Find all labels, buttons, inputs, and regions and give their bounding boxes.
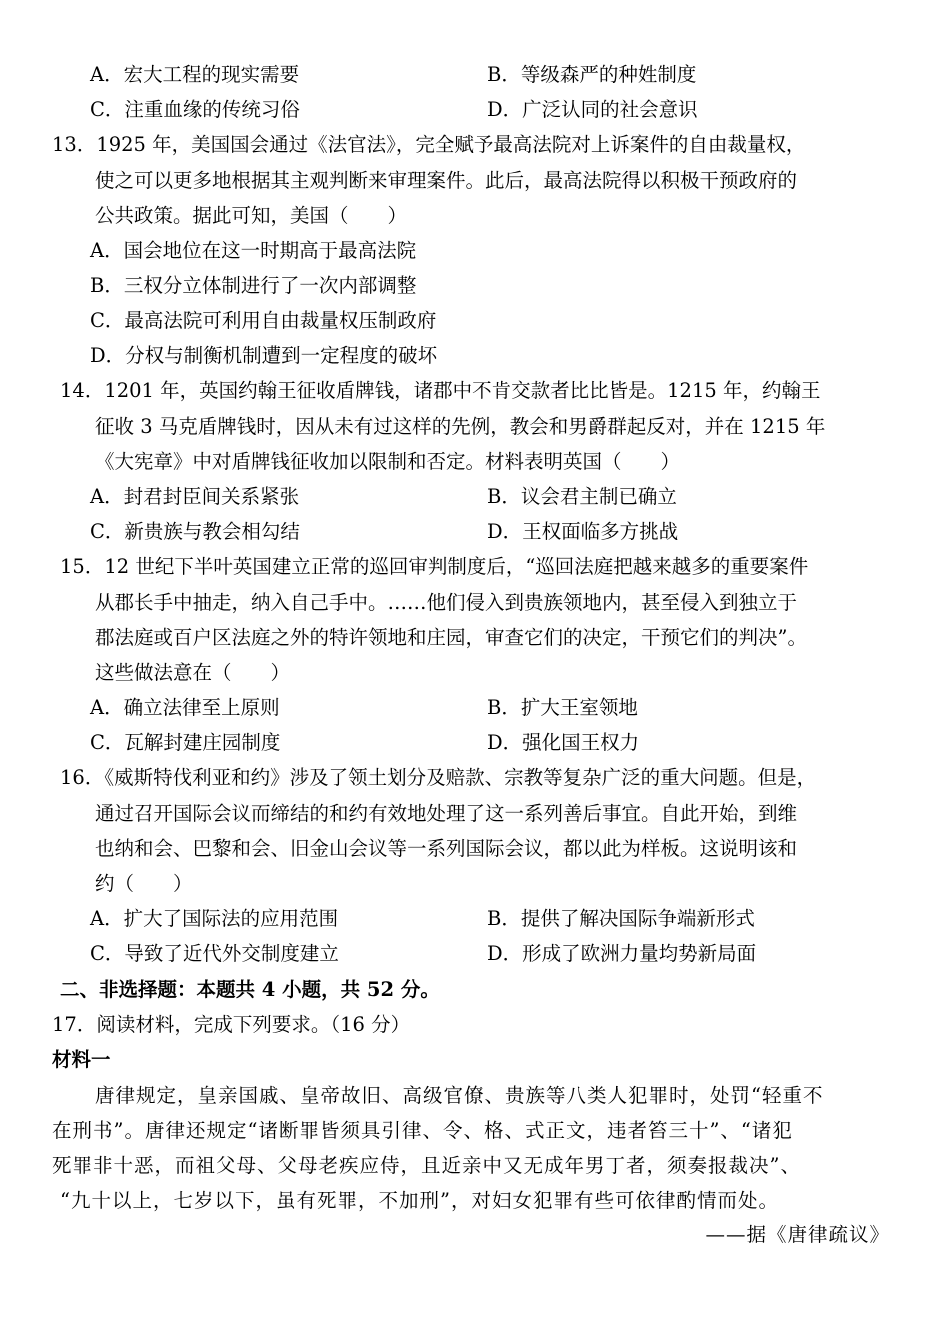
q14-option-c: C．新贵族与教会相勾结 [90,520,300,543]
q15-option-d: D．强化国王权力 [487,731,640,754]
q12-option-b: B．等级森严的种姓制度 [487,63,697,86]
q16-stem-line-3: 也纳和会、巴黎和会、旧金山会议等一系列国际会议，都以此为样板。这说明该和 [95,837,798,860]
material-line-2: 在刑书”。唐律还规定“诸断罪皆须具引律、令、格、式正文，违者笞三十”、“诸犯 [52,1119,793,1142]
section-heading: 二、非选择题：本题共 4 小题，共 52 分。 [60,978,440,1001]
q15-option-a: A．确立法律至上原则 [90,696,280,719]
material-line-1: 唐律规定，皇亲国戚、皇帝故旧、高级官僚、贵族等八类人犯罪时，处罚“轻重不 [95,1084,824,1107]
q16-option-b: B．提供了解决国际争端新形式 [487,907,755,930]
q17-prompt: 17．阅读材料，完成下列要求。（16 分） [52,1013,411,1036]
q15-option-b: B．扩大王室领地 [487,696,638,719]
q16-option-d: D．形成了欧洲力量均势新局面 [487,942,757,965]
q12-option-a: A．宏大工程的现实需要 [90,63,300,86]
material-line-4: “九十以上，七岁以下，虽有死罪，不加刑”，对妇女犯罪有些可依律酌情而处。 [60,1189,779,1212]
q12-option-d: D．广泛认同的社会意识 [487,98,698,121]
q13-stem-line-2: 使之可以更多地根据其主观判断来审理案件。此后，最高法院得以积极干预政府的 [95,169,798,192]
q14-stem-line-1: 14．1201 年，英国约翰王征收盾牌钱，诸郡中不肯交款者比比皆是。1215 年，约翰王 [60,379,821,402]
q12-option-c: C．注重血缘的传统习俗 [90,98,300,121]
material-label: 材料一 [52,1048,111,1071]
q13-option-a: A．国会地位在这一时期高于最高法院 [90,239,417,262]
q15-option-c: C．瓦解封建庄园制度 [90,731,281,754]
q13-option-d: D．分权与制衡机制遭到一定程度的破坏 [90,344,438,367]
q14-stem-line-2: 征收 3 马克盾牌钱时，因从未有过这样的先例，教会和男爵群起反对，并在 1215 年 [95,415,826,438]
q14-option-d: D．王权面临多方挑战 [487,520,679,543]
q16-stem-line-1: 16．《威斯特伐利亚和约》涉及了领土划分及赔款、宗教等复杂广泛的重大问题。但是， [60,766,817,789]
q14-option-a: A．封君封臣间关系紧张 [90,485,300,508]
q15-stem-line-2: 从郡长手中抽走，纳入自己手中。……他们侵入到贵族领地内，甚至侵入到独立于 [95,591,798,614]
q16-option-c: C．导致了近代外交制度建立 [90,942,339,965]
q16-stem-line-2: 通过召开国际会议而缔结的和约有效地处理了这一系列善后事宜。自此开始，到维 [95,802,798,825]
material-source: ——据《唐律疏议》 [705,1223,890,1246]
q13-stem-line-1: 13．1925 年，美国国会通过《法官法》，完全赋予最高法院对上诉案件的自由裁量权， [52,133,806,156]
q16-stem-line-4: 约（ ） [95,872,193,895]
q15-stem-line-1: 15．12 世纪下半叶英国建立正常的巡回审判制度后，“巡回法庭把越来越多的重要案件 [60,555,809,578]
q13-stem-line-3: 公共政策。据此可知，美国（ ） [95,204,408,227]
q14-stem-line-3: 《大宪章》中对盾牌钱征收加以限制和否定。材料表明英国（ ） [95,450,681,473]
q15-stem-line-4: 这些做法意在（ ） [95,661,291,684]
q13-option-c: C．最高法院可利用自由裁量权压制政府 [90,309,437,332]
q14-option-b: B．议会君主制已确立 [487,485,677,508]
q15-stem-line-3: 郡法庭或百户区法庭之外的特许领地和庄园，审查它们的决定，干预它们的判决”。 [95,626,807,649]
q16-option-a: A．扩大了国际法的应用范围 [90,907,339,930]
q13-option-b: B．三权分立体制进行了一次内部调整 [90,274,417,297]
material-line-3: 死罪非十恶，而祖父母、父母老疾应侍，且近亲中又无成年男丁者，须奏报裁决”、 [52,1154,801,1177]
